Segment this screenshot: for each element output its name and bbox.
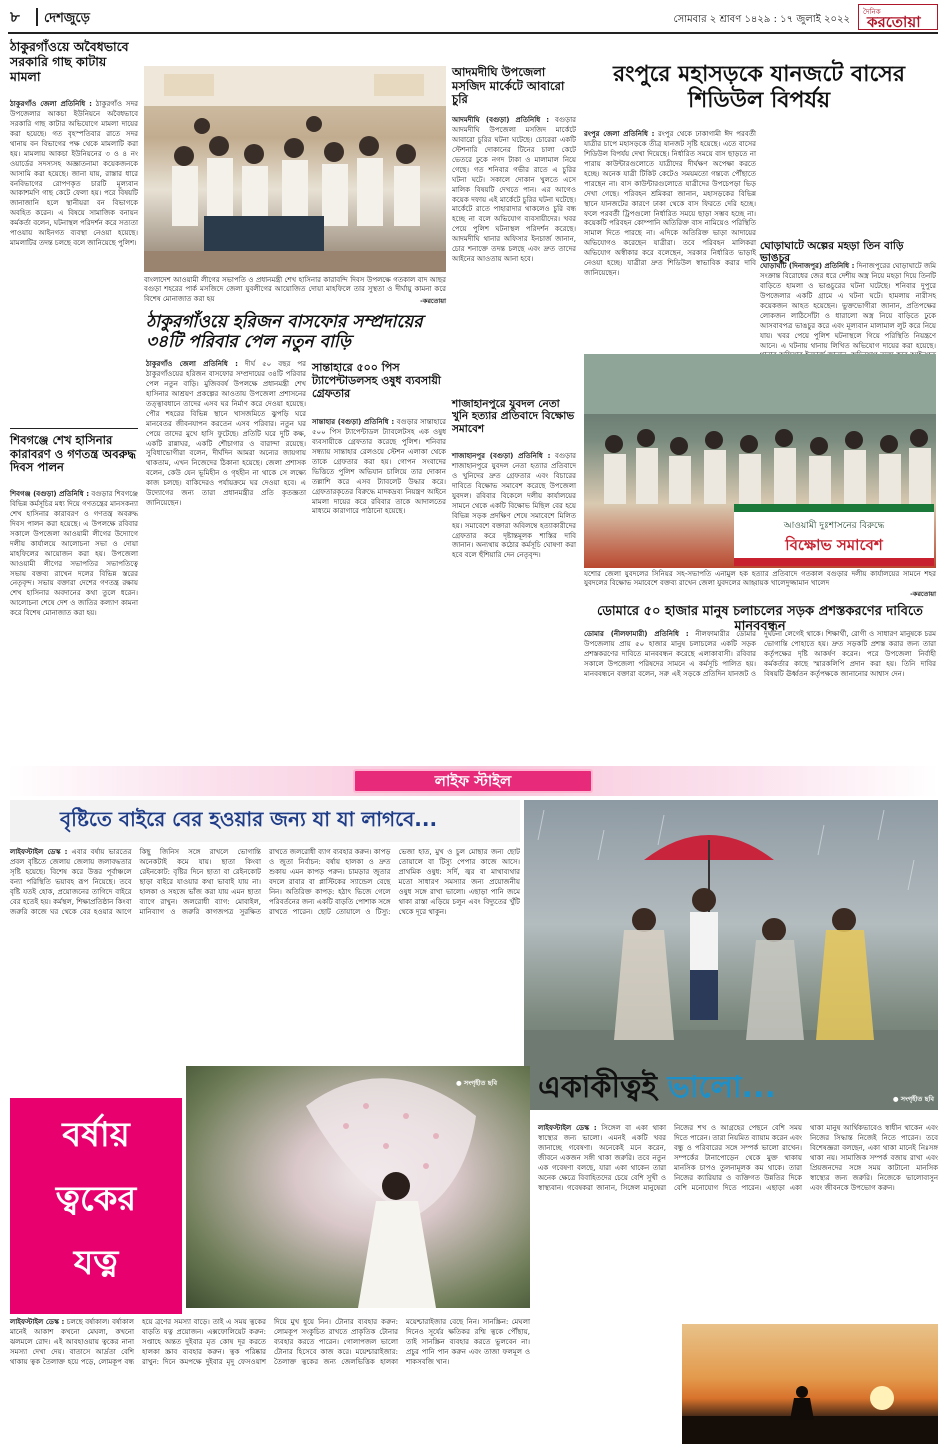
umbrella-illustration (186, 1066, 530, 1308)
mosque-theft-headline: আদমদীঘি উপজেলা মসজিদ মার্কেটে আবারো চুরি (452, 65, 565, 107)
skin-title-line3: যত্ন (73, 1243, 119, 1283)
umbrella-photo-credit: ● সংগৃহীত ছবি (456, 1079, 498, 1087)
sheikh-hasina-lead: শিবগঞ্জ (বগুড়া) প্রতিনিধি : (10, 490, 90, 498)
ghoraghat-lead: ঘোড়াঘাট (দিনাজপুর) প্রতিনিধি : (760, 262, 855, 270)
skin-care-title-block (10, 1098, 182, 1314)
tree-cut-body (10, 100, 138, 422)
rangpur-body (584, 130, 756, 348)
header-date: সোমবার ২ শ্রাবণ ১৪২৯ : ১৭ জুলাই ২০২২ (673, 14, 850, 25)
solitude-text: সিঙ্গেল বা একা থাকা স্বাস্থ্যের জন্য ভালো। এমনই একটি খবর জানাচ্ছে গবেষণা। অনেকেই মনে করেন, জীবনে একজন সঙ্গী থাকা জরুরি। তবে নতুন এক গবেষণা বলছে, যারা একা থাকেন তারা অনেক ক্ষেত্রে বিবাহিতদের চেয়ে বেশি সুখী ও স্বাস্থ্যবান। গবেষকরা জানান, সিঙ্গেল মানুষেরা নিজের শখ ও আগ্রহের পেছনে বেশি সময় দিতে পারেন। তারা নিয়মিত ব্যায়াম করেন এবং বন্ধু ও পরিবারের সঙ্গে সম্পর্ক ভালো রাখেন। সম্পর্কের টানাপোড়েন থেকে মুক্ত থাকায় মানসিক চাপও তুলনামূলক কম থাকে। তারা নিজের ক্যারিয়ার ও ব্যক্তিগত উন্নতির দিকে বেশি মনোযোগ দিতে পারেন। এছাড়া একা থাকা মানুষ আর্থিকভাবেও স্বাধীন থাকেন এবং নিজের সিদ্ধান্ত নিজেই নিতে পারেন। তবে বিশেষজ্ঞরা বলছেন, একা থাকা মানেই নিঃসঙ্গ থাকা নয়। সামাজিক সম্পর্ক বজায় রাখা এবং প্রিয়জনদের সঙ্গে সময় কাটানো মানসিক স্বাস্থ্যের জন্য জরুরি। নিজেকে ভালোবাসুন এবং জীবনকে উপভোগ করুন। (538, 1124, 938, 1192)
yaba-lead: সান্তাহার (বগুড়া) প্রতিনিধি : (312, 418, 395, 426)
sunset-illustration (682, 1324, 938, 1444)
sheikh-hasina-headline: শিবগঞ্জে শেখ হাসিনার কারাবরণ ও গণতন্ত্র অবরুদ্ধ দিবস পালন (10, 433, 136, 475)
mosque-theft-text: বগুড়ার আদমদীঘি উপজেলা মসজিদ মার্কেটে আবারো চুরির ঘটনা ঘটেছে। চোরেরা একটি স্টেশনারি দোকানের টিনের চালা কেটে ভেতরে ঢুকে নগদ টাকা ও মালামাল নিয়ে গেছে। গত শনিবার গভীর রাতে এ চুরির ঘটনা ঘটে। সকালে দোকান খুলতে এসে মালিক বিষয়টি দেখতে পান। এর আগেও কয়েক দফায় এই মার্কেটে চুরির ঘটনা ঘটেছে। মার্কেটে রাতে পাহারাদার থাকলেও চুরি বন্ধ হচ্ছে না বলে অভিযোগ ব্যবসায়ীদের। খবর পেয়ে পুলিশ ঘটনাস্থল পরিদর্শন করেছে। আদমদীঘি থানার অফিসার ইনচার্জ জানান, চোর শনাক্তে তদন্ত চলছে এবং দ্রুত তাদের আইনের আওতায় আনা হবে। (452, 116, 576, 264)
harijan-body (146, 360, 306, 760)
harijan-headline: ঠাকুরগাঁওয়ে হরিজন বাসফোর সম্প্রদায়ের ৩৪টি পরিবার পেল নতুন বাড়ি (146, 312, 423, 353)
protest-photo (584, 354, 936, 568)
mosque-prayer-credit: -করতোয়া (420, 297, 446, 305)
rain-photo-credit: ● সংগৃহীত ছবি (892, 1095, 934, 1103)
skin-body (10, 1318, 530, 1444)
mosque-prayer-illustration (144, 66, 446, 272)
ghoraghat-body (760, 262, 936, 350)
logo-main-text: করতোয়া (867, 13, 921, 31)
human-chain-text: নীলফামারীর ডোমার উপজেলায় প্রায় ৫০ হাজার মানুষ চলাচলের একটি সড়ক প্রশস্তকরণের দাবিতে মানববন্ধন করেছে এলাকাবাসী। রবিবার সকালে উপজেলা পরিষদের সামনে এ কর্মসূচি পালিত হয়। মানববন্ধনে বক্তারা বলেন, সরু এই সড়কে প্রতিদিন যানজট ও দুর্ঘটনা লেগেই থাকে। শিক্ষার্থী, রোগী ও সাধারণ মানুষকে চরম ভোগান্তি পোহাতে হয়। দ্রুত সড়কটি প্রশস্ত করার জন্য তারা কর্তৃপক্ষের দৃষ্টি আকর্ষণ করেন। পরে উপজেলা নির্বাহী কর্মকর্তার কাছে স্মারকলিপি প্রদান করা হয়। তিনি দাবির বিষয়টি ঊর্ধ্বতন কর্তৃপক্ষকে জানানোর আশ্বাস দেন। (584, 630, 936, 678)
rain-headline-box (10, 800, 520, 842)
solitude-headline-a: একাকীত্বই (538, 1070, 658, 1105)
rain-illustration (524, 800, 938, 1110)
human-chain-body (584, 630, 936, 758)
yaba-headline: সান্তাহারে ৫০০ পিস ট্যাপেন্টাডলসহ ওষুধ ব্যবসায়ী গ্রেফতার (312, 361, 441, 400)
skin-title-line2: ত্বকের (55, 1179, 137, 1219)
skin-lead: লাইফস্টাইল ডেস্ক : (10, 1318, 65, 1326)
protest-banner-line1: আওয়ামী দুঃশাসনের বিরুদ্ধে (783, 521, 885, 531)
section-title: দেশজুড়ে (44, 11, 90, 26)
lifestyle-banner (8, 766, 938, 796)
solitude-headline-b: ভালো... (667, 1070, 776, 1105)
sunset-photo (682, 1324, 938, 1444)
harijan-lead: ঠাকুরগাঁও জেলা প্রতিনিধি : (146, 360, 238, 368)
solitude-lead: লাইফস্টাইল ডেস্ক : (538, 1124, 597, 1132)
protest-text: বগুড়ার শাজাহানপুরে যুবদল নেতা হত্যার প্রতিবাদে ও খুনিদের দ্রুত গ্রেফতার এবং বিচারের দাবিতে বিক্ষোভ সমাবেশ করেছে উপজেলা যুবদল। রবিবার বিকেলে দলীয় কার্যালয়ের সামনে থেকে একটি বিক্ষোভ মিছিল বের হয়ে বিভিন্ন সড়ক প্রদক্ষিণ শেষে সমাবেশে মিলিত হয়। সমাবেশে বক্তারা অবিলম্বে হত্যাকারীদের গ্রেফতার করে দৃষ্টান্তমূলক শাস্তির দাবি জানান। অন্যথায় কঠোর কর্মসূচি ঘোষণা করা হবে বলে হুঁশিয়ারি দেন নেতৃবৃন্দ। (452, 452, 576, 560)
mosque-prayer-caption: বাংলাদেশ আওয়ামী লীগের সভাপতি ও প্রধানমন্ত্রী শেখ হাসিনার কারাবন্দি দিবস উপলক্ষে গতকাল বাদ আছর বগুড়া শহরের পার্ক মসজিদে জেলা যুবলীগের আয়োজিত দোয়া মাহফিলে তার সুস্থতা ও দীর্ঘায়ু কামনা করে বিশেষ মোনাজাত করা হয় (144, 276, 446, 303)
ghoraghat-text: দিনাজপুরের ঘোড়াঘাটে জমি সংক্রান্ত বিরোধের জের ধরে দেশীয় অস্ত্র নিয়ে মহড়া দিয়ে তিনটি বাড়িতে হামলা ও ভাঙচুরের ঘটনা ঘটেছে। শনিবার দুপুরে উপজেলার একটি গ্রামে এ ঘটনা ঘটে। হামলায় নারীসহ কয়েকজন আহত হয়েছেন। ভুক্তভোগীরা জানান, প্রতিপক্ষের লোকজন লাঠিসোঁটা ও ধারালো অস্ত্র নিয়ে বাড়িতে ঢুকে আসবাবপত্র ভাঙচুর করে এবং মূল্যবান মালামাল লুট করে নিয়ে যায়। খবর পেয়ে পুলিশ ঘটনাস্থলে গিয়ে পরিস্থিতি নিয়ন্ত্রণে আনে। এ ঘটনায় থানায় লিখিত অভিযোগ দায়ের করা হয়েছে। (760, 262, 936, 350)
protest-body (452, 452, 576, 760)
masthead-logo (858, 4, 938, 30)
solitude-body (538, 1124, 938, 1320)
skin-title-line1: বর্ষায় (62, 1115, 130, 1155)
header-divider (36, 8, 38, 26)
sheikh-hasina-body (10, 490, 138, 760)
rain-headline: বৃষ্টিতে বাইরে বের হওয়ার জন্য যা যা লাগবে... (60, 807, 438, 831)
sheikh-hasina-text: বগুড়ার শিবগঞ্জে বিভিন্ন কর্মসূচির মধ্য দিয়ে গণতন্ত্রের মানসকন্যা শেখ হাসিনার কারাবরণ ও গণতন্ত্র অবরুদ্ধ দিবস পালন করা হয়েছে। এ উপলক্ষে রবিবার সকালে উপজেলা আওয়ামী লীগের উদ্যোগে দলীয় কার্যালয়ে আলোচনা সভা ও দোয়া মাহফিলের আয়োজন করা হয়। উপজেলা আওয়ামী লীগের সভাপতির সভাপতিত্বে সভায় বক্তব্য রাখেন দলের বিভিন্ন স্তরের নেতৃবৃন্দ। সভায় বক্তারা দেশের গণতন্ত্র রক্ষায় শেখ হাসিনার অবদানের কথা তুলে ধরেন। আলোচনা শেষে দেশ ও জাতির কল্যাণ কামনা করে বিশেষ মোনাজাত করা হয়। (10, 490, 138, 618)
ghoraghat-headline: ঘোড়াঘাটে অল্পের মহড়া তিন বাড়ি ভাঙচুর (760, 240, 904, 265)
human-chain-lead: ডোমার (নীলফামারী) প্রতিনিধি : (584, 630, 689, 638)
skin-text: চলছে বর্ষাকাল। বর্ষাকাল মানেই আকাশ কখনো মেঘলা, কখনো ঝলমলে রোদ। এই আবহাওয়ায় ত্বকের নানা সমস্যা দেখা দেয়। বাতাসে আর্দ্রতা বেশি থাকায় ত্বক তৈলাক্ত হয়ে পড়ে, লোমকূপ বন্ধ হয়ে ব্রণের সমস্যা বাড়ে। তাই এ সময় ত্বকের বাড়তি যত্ন প্রয়োজন। এক্সফোলিয়েট করুন: সপ্তাহে অন্তত দুইবার মৃত কোষ দূর করতে হালকা স্ক্রাব ব্যবহার করুন। ত্বক পরিষ্কার রাখুন: দিনে কমপক্ষে দুইবার মৃদু ফেসওয়াশ দিয়ে মুখ ধুয়ে নিন। টোনার ব্যবহার করুন: লোমকূপ সংকুচিত রাখতে প্রাকৃতিক টোনার ব্যবহার করতে পারেন। গোলাপজল ভালো টোনার হিসেবে কাজ করে। ময়েশ্চারাইজার: তৈলাক্ত ত্বকের জন্য জেলভিত্তিক হালকা ময়েশ্চারাইজার বেছে নিন। সানস্ক্রিন: মেঘলা দিনেও সূর্যের ক্ষতিকর রশ্মি ত্বকে পৌঁছায়, তাই সানস্ক্রিন ব্যবহার করতে ভুলবেন না। প্রচুর পানি পান করুন এবং তাজা ফলমূল ও শাকসবজি খান। (10, 1318, 530, 1366)
yaba-text: বগুড়ার সান্তাহারে ৫০০ পিস ট্যাপেন্টাডল ট্যাবলেটসহ এক ওষুধ ব্যবসায়ীকে গ্রেফতার করেছে পুলিশ। শনিবার সন্ধ্যায় সান্তাহার রেলওয়ে স্টেশন এলাকা থেকে তাকে গ্রেফতার করা হয়। গোপন সংবাদের ভিত্তিতে পুলিশ অভিযান চালিয়ে তার দোকান তল্লাশি করে এসব ট্যাবলেট উদ্ধার করে। গ্রেফতারকৃতের বিরুদ্ধে মাদকদ্রব্য নিয়ন্ত্রণ আইনে মামলা দায়ের করে রবিবার তাকে আদালতের মাধ্যমে কারাগারে পাঠানো হয়েছে। (312, 418, 447, 516)
protest-banner-line2: বিক্ষোভ সমাবেশ (785, 536, 883, 554)
mosque-prayer-photo (144, 66, 446, 272)
protest-illustration (584, 354, 936, 568)
mosque-theft-body (452, 116, 576, 392)
umbrella-girl-photo (186, 1066, 530, 1308)
header-rule (8, 32, 938, 34)
solitude-headline (538, 1070, 938, 1120)
rain-photo (524, 800, 938, 1110)
protest-photo-credit: -করতোয়া (910, 590, 936, 598)
tree-cut-text: ঠাকুরগাঁও সদর উপজেলার আকচা ইউনিয়নে অবৈধভাবে সরকারি গাছ কাটার অভিযোগে মামলা দায়ের করা হয়েছে। গত বৃহস্পতিবার রাতে সদর থানায় বন বিভাগের পক্ষ থেকে মামলাটি করা হয়। মামলায় আকচা ইউনিয়নের ৩ ও ৪ নং ওয়ার্ডের সদস্যসহ অজ্ঞাতনামা কয়েকজনকে আসামি করা হয়েছে। জানা যায়, রাস্তার ধারে বনবিভাগের রোপণকৃত চারটি মূল্যবান আকাশমণি গাছ কেটে ফেলা হয়। পরে বিষয়টি জানাজানি হলে স্থানীয়রা বন বিভাগকে অবহিত করেন। এ বিষয়ে সামাজিক বনায়ন কর্মকর্তা বলেন, ঘটনাস্থল পরিদর্শন করে সত্যতা পাওয়ায় আইনগত ব্যবস্থা নেওয়া হয়েছে। মামলাটির তদন্ত চলছে বলে জানিয়েছে পুলিশ। (10, 100, 138, 248)
tree-cut-headline: ঠাকুরগাঁওয়ে অবৈধভাবে সরকারি গাছ কাটায় মামলা (10, 39, 129, 84)
page-number: ৮ (10, 8, 20, 26)
yaba-body (312, 418, 446, 760)
rangpur-headline: রংপুরে মহাসড়কে যানজটে বাসের শিডিউল বিপর্যয় (613, 62, 905, 113)
rain-lead: লাইফস্টাইল ডেস্ক : (10, 848, 68, 856)
human-chain-headline: ডোমারে ৫০ হাজার মানুষ চলাচলের সড়ক প্রশস্তকরণের দাবিতে মানববন্ধন (597, 604, 923, 635)
tree-cut-lead: ঠাকুরগাঁও জেলা প্রতিনিধি : (10, 100, 92, 108)
lifestyle-banner-label: লাইফ স্টাইল (353, 769, 593, 793)
protest-headline: শাজাহানপুরে যুবদল নেতা খুনি হত্যার প্রতিবাদে বিক্ষোভ সমাবেশ (452, 398, 575, 435)
logo-small-text: দৈনিক (863, 8, 881, 16)
rain-text: এবার বর্ষায় ভারতের প্রবল বৃষ্টিতে জেলায় জেলায় জলাবদ্ধতার সৃষ্টি হয়েছে। বিশেষ করে উত্তর পূর্বাঞ্চলে বন্যা পরিস্থিতি ভয়াবহ রূপ নিয়েছে। তবে বৃষ্টি যতই হোক, প্রয়োজনের তাগিদে বাইরে বের হতেই হয়। কর্মস্থল, শিক্ষাপ্রতিষ্ঠান কিংবা জরুরি কাজে ঘর থেকে বের হওয়ার আগে কিছু জিনিস সঙ্গে রাখলে ভোগান্তি অনেকটাই কমে যায়। ছাতা কিংবা রেইনকোট: বৃষ্টির দিনে ছাতা বা রেইনকোট ছাড়া বাইরে যাওয়ার কথা ভাবাই যায় না। হালকা ও সহজে ভাঁজ করা যায় এমন ছাতা ব্যাগে রাখুন। জলরোধী ব্যাগ: মোবাইল, মানিব্যাগ ও জরুরি কাগজপত্র সুরক্ষিত রাখতে জলরোধী ব্যাগ ব্যবহার করুন। কাপড় ও জুতা নির্বাচন: বর্ষায় হালকা ও দ্রুত শুকায় এমন কাপড় পরুন। চামড়ার জুতার বদলে রাবার বা প্লাস্টিকের স্যান্ডেল বেছে নিন। অতিরিক্ত কাপড়: হঠাৎ ভিজে গেলে পরিবর্তনের জন্য একটি বাড়তি পোশাক সঙ্গে রাখতে পারেন। ছোট তোয়ালে ও টিস্যু: ভেজা হাত, মুখ ও চুল মোছার জন্য ছোট তোয়ালে বা টিস্যু পেপার কাজে আসে। প্রাথমিক ওষুধ: সর্দি, জ্বর বা মাথাব্যথার মতো সাধারণ সমস্যার জন্য প্রয়োজনীয় ওষুধ সঙ্গে রাখা ভালো। এছাড়া পানি জমে থাকা রাস্তা এড়িয়ে চলুন এবং বিদ্যুতের খুঁটি থেকে দূরে থাকুন। (10, 848, 520, 916)
protest-lead: শাজাহানপুর (বগুড়া) প্রতিনিধি : (452, 452, 551, 460)
column-divider (10, 428, 138, 429)
harijan-text: দীর্ঘ ৫০ বছর পর ঠাকুরগাঁওয়ের হরিজন বাসফোর সম্প্রদায়ের ৩৪টি পরিবার পেল নতুন বাড়ি। মুজিববর্ষ উপলক্ষে প্রধানমন্ত্রী শেখ হাসিনার আশ্রয়ণ প্রকল্পের আওতায় উপজেলা প্রশাসনের তত্ত্বাবধানে তাদের এসব ঘর নির্মাণ করে দেওয়া হয়েছে। পৌর শহরের বিভিন্ন স্থানে খাসজমিতে ঝুপড়ি ঘরে মানবেতর জীবনযাপন করতেন এসব পরিবার। নতুন ঘর পেয়ে তাদের মুখে হাসি ফুটেছে। প্রতিটি ঘরে দুটি কক্ষ, একটি রান্নাঘর, একটি শৌচাগার ও বারান্দা রয়েছে। সুবিধাভোগীরা বলেন, দীর্ঘদিন আমরা অন্যের জায়গায় থাকতাম, এখন নিজেদের ঠিকানা হয়েছে। জেলা প্রশাসক বলেন, কেউ যেন ভূমিহীন ও গৃহহীন না থাকে সে লক্ষ্যে কাজ চলছে। বাকিদেরও পর্যায়ক্রমে ঘর দেওয়া হবে। এ উদ্যোগের জন্য তারা প্রধানমন্ত্রীর প্রতি কৃতজ্ঞতা জানিয়েছেন। (146, 360, 306, 508)
rangpur-lead: রংপুর জেলা প্রতিনিধি : (584, 130, 655, 138)
mosque-theft-lead: আদমদীঘি (বগুড়া) প্রতিনিধি : (452, 116, 550, 124)
rangpur-text: রংপুর থেকে ঢাকাগামী ঈদ পরবর্তী যাত্রীর চাপে মহাসড়কে তীব্র যানজট সৃষ্টি হয়েছে। এতে বাসের শিডিউল বিপর্যয় দেখা দিয়েছে। নির্ধারিত সময়ে বাস ছাড়তে না পারায় কাউন্টারগুলোতে যাত্রীদের দীর্ঘক্ষণ অপেক্ষা করতে হচ্ছে। অনেক যাত্রী টিকিট কেটেও সময়মতো গন্তব্যে পৌঁছাতে পারছেন না। বাস কাউন্টারগুলোতে যাত্রীদের উপচেপড়া ভিড় দেখা গেছে। পরিবহন শ্রমিকরা জানান, মহাসড়কের বিভিন্ন স্থানে যানজটের কারণে ঢাকা থেকে বাস ফিরতে দেরি হচ্ছে। ফলে পরবর্তী ট্রিপগুলো নির্ধারিত সময়ে ছাড়া সম্ভব হচ্ছে না। কয়েকটি পরিবহন কোম্পানি অতিরিক্ত বাস নামিয়েও পরিস্থিতি সামাল দিতে পারছে না। এদিকে অতিরিক্ত ভাড়া আদায়ের অভিযোগও করেছেন যাত্রীরা। তবে পরিবহন মালিকরা অভিযোগ অস্বীকার করে বলেছেন, সরকার নির্ধারিত ভাড়াই নেওয়া হচ্ছে। যাত্রীরা দ্রুত শিডিউল স্বাভাবিক করার দাবি জানিয়েছেন। (584, 130, 756, 278)
protest-photo-caption: যশোর জেলা যুবদলের সিনিয়র সহ-সভাপতি এনামুল হক হত্যার প্রতিবাদে গতকাল বগুড়ার দলীয় কার্যালয়ের সামনে শহর যুবদলের বিক্ষোভ সমাবেশে বক্তব্য রাখেন জেলা যুবদলের আহ্বায়ক খালেদুজ্জামান খালেদ (584, 570, 936, 588)
